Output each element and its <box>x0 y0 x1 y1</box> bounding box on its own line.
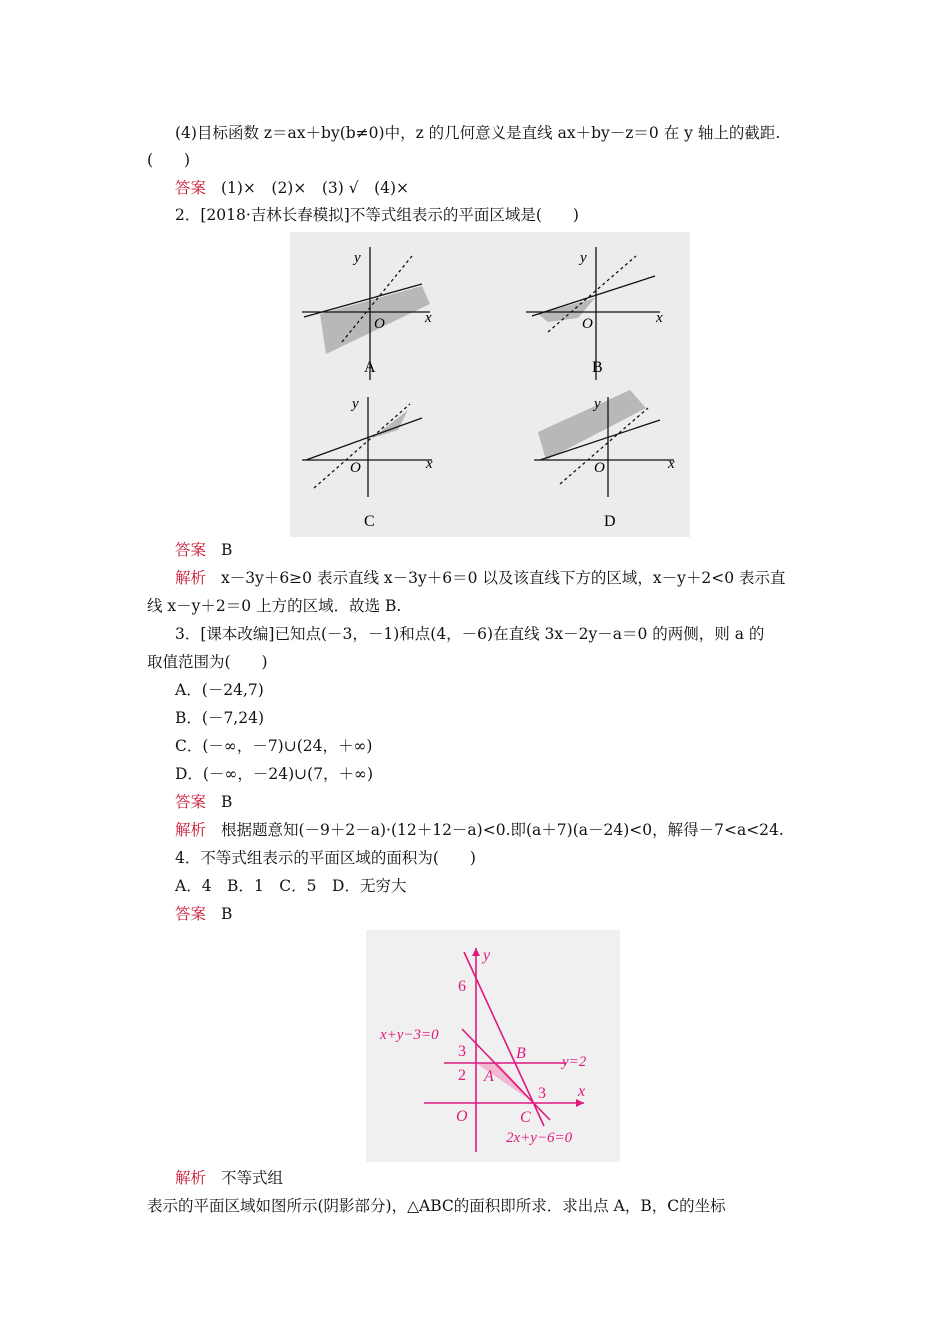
analysis-label: 解析 <box>175 569 207 587</box>
q4-answer <box>175 904 232 924</box>
q4-options: A．4 B．1 C．5 D．无穷大 <box>175 877 407 895</box>
tick-3-x: 3 <box>538 1085 546 1102</box>
y-label: y <box>580 250 587 266</box>
q3-option-b: B．(－7,24) <box>175 709 264 727</box>
origin-label: O <box>350 460 361 476</box>
analysis-label: 解析 <box>175 821 207 839</box>
q2-analysis <box>175 568 786 588</box>
y-label: y <box>483 947 491 964</box>
point-a-label: A <box>484 1068 494 1085</box>
panel-label-d: D <box>604 513 616 530</box>
x-label: x <box>426 456 433 472</box>
q4-analysis <box>175 1168 283 1188</box>
answer-text: (1)× (2)× (3) √ (4)× <box>220 179 410 197</box>
point-c-label: C <box>520 1109 531 1126</box>
analysis-text: 根据题意知(－9＋2－a)·(12＋12－a)<0.即(a＋7)(a－24)<0，解得－7<a<24. <box>220 821 784 839</box>
figure-background <box>366 930 620 1162</box>
figure-background <box>290 232 690 537</box>
q1-item4-paren: ( ) <box>147 151 191 169</box>
y-label: y <box>354 250 361 266</box>
point-b-label: B <box>516 1045 526 1062</box>
answer-text: B <box>220 793 233 811</box>
eq-label-3: 2x+y−6=0 <box>506 1130 573 1146</box>
origin-label: O <box>456 1108 468 1125</box>
q3-stem-line1: 3．[课本改编]已知点(－3，－1)和点(4，－6)在直线 3x－2y－a＝0 的两侧，则 a 的 <box>175 625 765 643</box>
answer-text: B <box>220 905 233 923</box>
q1-answer <box>175 178 409 198</box>
panel-label-a: A <box>364 359 376 376</box>
q3-stem-line2: 取值范围为( ) <box>147 653 268 671</box>
origin-label: O <box>374 316 385 332</box>
analysis-text: 不等式组 <box>220 1169 283 1187</box>
q2-answer <box>175 540 232 560</box>
q3-option-d: D．(－∞，－24)∪(7，＋∞) <box>175 765 374 783</box>
tick-2: 2 <box>458 1067 466 1084</box>
answer-label: 答案 <box>175 179 207 197</box>
answer-label: 答案 <box>175 541 207 559</box>
origin-label: O <box>582 316 593 332</box>
answer-label: 答案 <box>175 793 207 811</box>
q3-option-a: A．(－24,7) <box>175 681 264 699</box>
q3-option-c: C．(－∞，－7)∪(24，＋∞) <box>175 737 373 755</box>
answer-label: 答案 <box>175 905 207 923</box>
panel-label-c: C <box>364 513 375 530</box>
tick-3-y: 3 <box>458 1043 466 1060</box>
q4-figure <box>366 930 620 1162</box>
x-label: x <box>656 310 663 326</box>
eq-label-1: x+y−3=0 <box>380 1027 439 1043</box>
analysis-label: 解析 <box>175 1169 207 1187</box>
tick-6: 6 <box>458 978 466 995</box>
x-label: x <box>425 310 432 326</box>
y-label: y <box>352 396 359 412</box>
q1-item4: (4)目标函数 z＝ax＋by(b≠0)中，z 的几何意义是直线 ax＋by－z＝0 在 y 轴上的截距. <box>175 124 781 142</box>
q4-stem: 4．不等式组表示的平面区域的面积为( ) <box>175 849 476 867</box>
x-label: x <box>668 456 675 472</box>
answer-text: B <box>220 541 233 559</box>
eq-label-2: y=2 <box>562 1054 587 1070</box>
q2-stem: 2．[2018·吉林长春模拟]不等式组表示的平面区域是( ) <box>175 206 579 224</box>
q4-analysis-line2: 表示的平面区域如图所示(阴影部分)，△ABC的面积即所求．求出点 A，B，C的坐标 <box>147 1197 726 1215</box>
q2-analysis-line2: 线 x－y＋2＝0 上方的区域．故选 B. <box>147 597 402 615</box>
q3-answer <box>175 792 232 812</box>
y-label: y <box>594 396 601 412</box>
q2-figure <box>290 232 690 537</box>
q3-analysis <box>175 820 784 840</box>
origin-label: O <box>594 460 605 476</box>
panel-label-b: B <box>592 359 603 376</box>
x-label: x <box>578 1083 586 1100</box>
analysis-text: x－3y＋6≥0 表示直线 x－3y＋6＝0 以及该直线下方的区域，x－y＋2<0 表示直 <box>220 569 786 587</box>
